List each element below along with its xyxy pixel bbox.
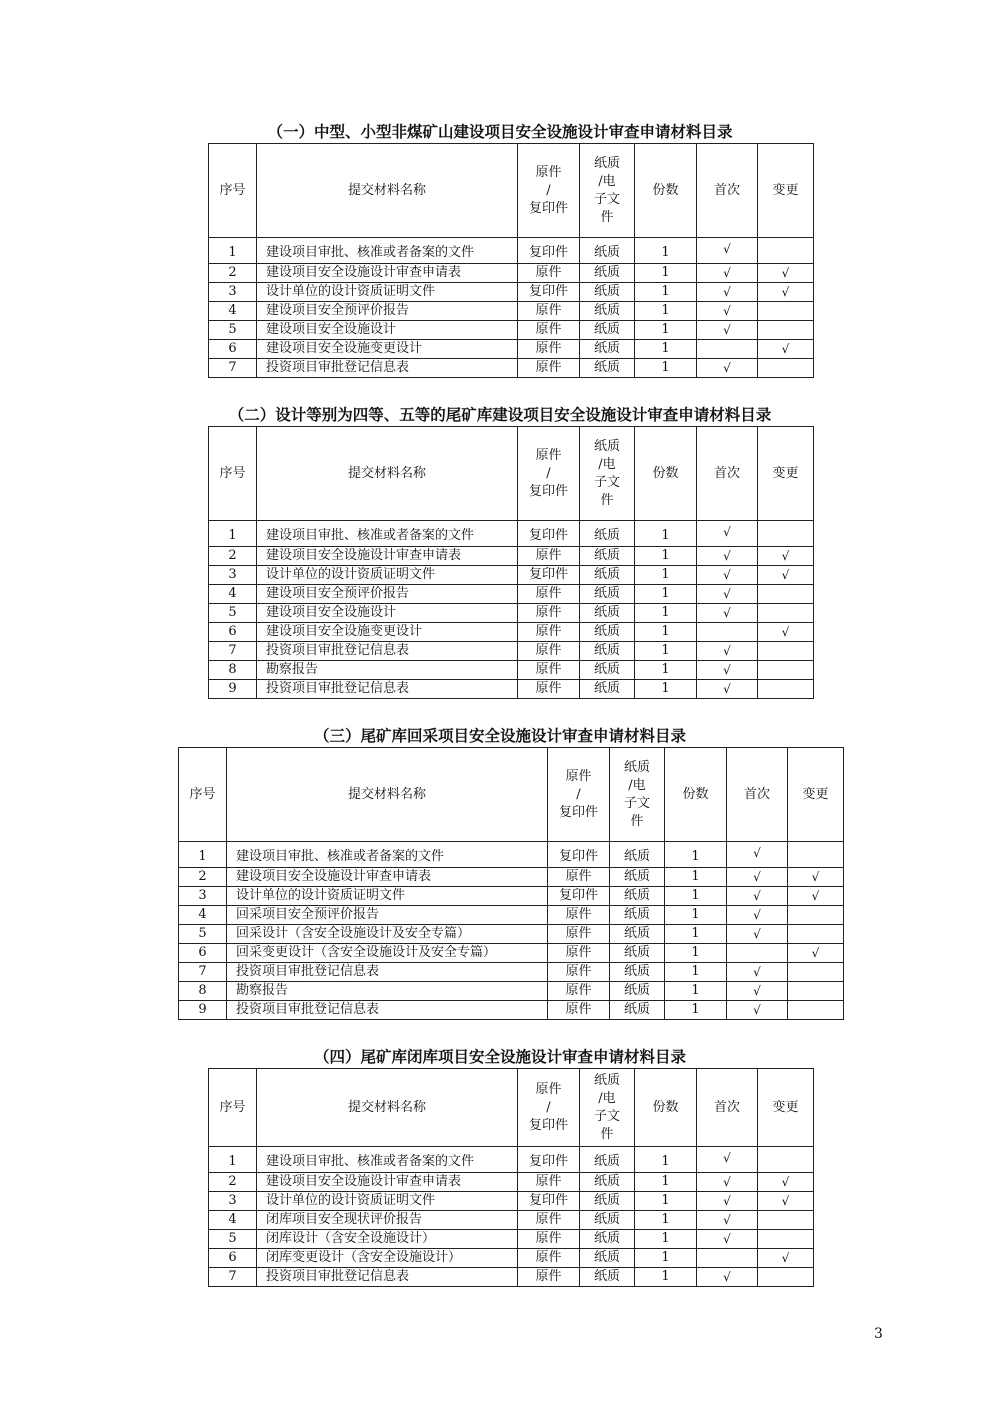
row-paper: 纸质	[580, 340, 635, 359]
row-copies: 1	[665, 1001, 727, 1020]
row-first-check: √	[727, 887, 788, 906]
row-paper: 纸质	[580, 1268, 635, 1287]
header-change: 变更	[758, 144, 814, 238]
row-change-check: √	[758, 1192, 814, 1211]
row-copies: 1	[635, 680, 697, 699]
row-change-check: √	[758, 340, 814, 359]
row-paper: 纸质	[610, 906, 665, 925]
row-no: 2	[209, 264, 257, 283]
page-number: 3	[874, 1326, 883, 1342]
row-first-check	[727, 944, 788, 963]
row-paper: 纸质	[580, 547, 635, 566]
header-paper-electronic: 纸质 /电 子文 件	[580, 1069, 635, 1147]
row-no: 7	[179, 963, 227, 982]
table-row	[179, 887, 844, 906]
row-paper: 纸质	[610, 1001, 665, 1020]
row-no: 3	[209, 283, 257, 302]
row-copies: 1	[665, 982, 727, 1001]
row-change-check	[758, 1211, 814, 1230]
row-original: 复印件	[518, 521, 580, 547]
row-change-check: √	[758, 1173, 814, 1192]
row-first-check: √	[697, 661, 758, 680]
row-first-check: √	[697, 1211, 758, 1230]
row-no: 6	[209, 340, 257, 359]
row-copies: 1	[635, 566, 697, 585]
row-first-check: √	[727, 963, 788, 982]
table-row	[209, 623, 814, 642]
table-row	[179, 842, 844, 868]
header-copies: 份数	[635, 144, 697, 238]
row-change-check	[758, 1230, 814, 1249]
row-no: 3	[209, 1192, 257, 1211]
row-copies: 1	[635, 623, 697, 642]
row-no: 8	[209, 661, 257, 680]
row-original: 复印件	[518, 1147, 580, 1173]
row-original: 复印件	[518, 238, 580, 264]
row-paper: 纸质	[580, 1211, 635, 1230]
row-copies: 1	[635, 1173, 697, 1192]
row-no: 5	[209, 321, 257, 340]
row-no: 9	[179, 1001, 227, 1020]
row-original: 原件	[548, 963, 610, 982]
table-row	[209, 283, 814, 302]
table-row	[179, 963, 844, 982]
row-original: 原件	[518, 1268, 580, 1287]
row-original: 原件	[518, 1230, 580, 1249]
row-paper: 纸质	[580, 642, 635, 661]
row-paper: 纸质	[610, 944, 665, 963]
table-row	[209, 359, 814, 378]
row-change-check	[788, 906, 844, 925]
table-row	[209, 1192, 814, 1211]
row-change-check: √	[758, 623, 814, 642]
row-first-check: √	[697, 1147, 758, 1173]
row-no: 3	[209, 566, 257, 585]
row-name: 设计单位的设计资质证明文件	[257, 566, 518, 585]
row-paper: 纸质	[580, 604, 635, 623]
table-row	[209, 585, 814, 604]
table-row	[209, 1230, 814, 1249]
table-header-row	[209, 144, 814, 238]
row-copies: 1	[665, 963, 727, 982]
table-row	[209, 1249, 814, 1268]
row-change-check: √	[758, 1249, 814, 1268]
row-original: 原件	[518, 264, 580, 283]
row-original: 原件	[548, 1001, 610, 1020]
row-original: 复印件	[548, 887, 610, 906]
row-name: 勘察报告	[257, 661, 518, 680]
row-change-check: √	[758, 566, 814, 585]
row-no: 1	[209, 521, 257, 547]
header-original-copy: 原件 / 复印件	[518, 1069, 580, 1147]
row-no: 2	[209, 1173, 257, 1192]
row-change-check: √	[788, 944, 844, 963]
row-first-check: √	[697, 321, 758, 340]
row-no: 2	[179, 868, 227, 887]
table-row	[209, 680, 814, 699]
row-name: 建设项目安全设施设计	[257, 321, 518, 340]
row-original: 原件	[548, 944, 610, 963]
header-first: 首次	[697, 1069, 758, 1147]
row-original: 复印件	[518, 1192, 580, 1211]
row-name: 建设项目安全设施设计审查申请表	[257, 547, 518, 566]
row-original: 原件	[548, 982, 610, 1001]
materials-table-3	[178, 747, 844, 1020]
row-no: 5	[179, 925, 227, 944]
row-change-check	[758, 604, 814, 623]
header-name: 提交材料名称	[257, 1069, 518, 1147]
table-row	[179, 868, 844, 887]
header-name: 提交材料名称	[227, 748, 548, 842]
row-first-check: √	[727, 982, 788, 1001]
row-no: 6	[179, 944, 227, 963]
row-change-check	[758, 642, 814, 661]
row-no: 4	[209, 1211, 257, 1230]
row-copies: 1	[635, 547, 697, 566]
row-paper: 纸质	[610, 887, 665, 906]
row-copies: 1	[635, 302, 697, 321]
row-first-check: √	[697, 1230, 758, 1249]
row-change-check: √	[758, 264, 814, 283]
row-name: 建设项目审批、核准或者备案的文件	[257, 1147, 518, 1173]
row-change-check	[788, 982, 844, 1001]
table-row	[179, 925, 844, 944]
row-no: 7	[209, 642, 257, 661]
header-seq: 序号	[209, 1069, 257, 1147]
row-first-check: √	[697, 585, 758, 604]
row-paper: 纸质	[580, 359, 635, 378]
table-row	[179, 1001, 844, 1020]
header-name: 提交材料名称	[257, 427, 518, 521]
row-paper: 纸质	[580, 1147, 635, 1173]
row-first-check: √	[697, 283, 758, 302]
row-no: 7	[209, 1268, 257, 1287]
row-name: 建设项目安全设施设计审查申请表	[227, 868, 548, 887]
row-paper: 纸质	[580, 566, 635, 585]
row-copies: 1	[635, 359, 697, 378]
row-copies: 1	[635, 642, 697, 661]
row-copies: 1	[635, 1249, 697, 1268]
row-no: 4	[209, 302, 257, 321]
row-change-check	[788, 842, 844, 868]
row-no: 5	[209, 604, 257, 623]
row-original: 原件	[518, 321, 580, 340]
header-original-copy: 原件 / 复印件	[518, 144, 580, 238]
row-name: 投资项目审批登记信息表	[257, 642, 518, 661]
row-original: 原件	[548, 906, 610, 925]
row-original: 原件	[548, 868, 610, 887]
header-seq: 序号	[179, 748, 227, 842]
row-change-check: √	[758, 283, 814, 302]
table-row	[209, 1268, 814, 1287]
row-original: 原件	[518, 1249, 580, 1268]
table-row	[209, 321, 814, 340]
row-original: 原件	[518, 680, 580, 699]
row-paper: 纸质	[610, 842, 665, 868]
row-copies: 1	[635, 283, 697, 302]
row-no: 4	[179, 906, 227, 925]
header-change: 变更	[788, 748, 844, 842]
row-name: 建设项目安全预评价报告	[257, 585, 518, 604]
row-first-check: √	[697, 359, 758, 378]
row-change-check	[758, 585, 814, 604]
row-copies: 1	[635, 604, 697, 623]
header-name: 提交材料名称	[257, 144, 518, 238]
header-paper-electronic: 纸质 /电 子文 件	[580, 144, 635, 238]
header-paper-electronic: 纸质 /电 子文 件	[580, 427, 635, 521]
table-row	[209, 302, 814, 321]
row-copies: 1	[665, 906, 727, 925]
row-name: 建设项目安全预评价报告	[257, 302, 518, 321]
row-copies: 1	[635, 321, 697, 340]
materials-table-1	[208, 143, 814, 378]
table-row	[209, 238, 814, 264]
row-no: 8	[179, 982, 227, 1001]
table-header-row	[209, 427, 814, 521]
row-first-check: √	[727, 868, 788, 887]
row-first-check: √	[697, 680, 758, 699]
header-first: 首次	[697, 144, 758, 238]
row-first-check: √	[697, 1192, 758, 1211]
row-name: 建设项目审批、核准或者备案的文件	[257, 521, 518, 547]
row-paper: 纸质	[580, 1249, 635, 1268]
row-copies: 1	[635, 264, 697, 283]
row-copies: 1	[635, 521, 697, 547]
row-name: 闭库设计（含安全设施设计）	[257, 1230, 518, 1249]
row-paper: 纸质	[580, 661, 635, 680]
materials-table-4	[208, 1068, 814, 1287]
row-original: 原件	[518, 1173, 580, 1192]
row-no: 4	[209, 585, 257, 604]
row-first-check: √	[697, 264, 758, 283]
row-name: 设计单位的设计资质证明文件	[227, 887, 548, 906]
row-original: 复印件	[518, 283, 580, 302]
row-name: 设计单位的设计资质证明文件	[257, 1192, 518, 1211]
row-no: 6	[209, 623, 257, 642]
row-no: 5	[209, 1230, 257, 1249]
row-copies: 1	[635, 340, 697, 359]
row-copies: 1	[665, 868, 727, 887]
row-copies: 1	[635, 1230, 697, 1249]
row-paper: 纸质	[610, 963, 665, 982]
row-original: 原件	[518, 340, 580, 359]
table-row	[209, 661, 814, 680]
row-copies: 1	[635, 1147, 697, 1173]
header-first: 首次	[727, 748, 788, 842]
row-paper: 纸质	[580, 283, 635, 302]
section-2-title: （二）设计等别为四等、五等的尾矿库建设项目安全设施设计审查申请材料目录	[228, 406, 772, 424]
row-first-check: √	[727, 1001, 788, 1020]
row-paper: 纸质	[580, 264, 635, 283]
header-seq: 序号	[209, 427, 257, 521]
row-change-check: √	[758, 547, 814, 566]
section-4-title: （四）尾矿库闭库项目安全设施设计审查申请材料目录	[313, 1048, 686, 1066]
row-original: 原件	[518, 585, 580, 604]
row-change-check	[758, 1147, 814, 1173]
row-no: 1	[209, 238, 257, 264]
table-row	[209, 1147, 814, 1173]
row-name: 建设项目安全设施设计审查申请表	[257, 1173, 518, 1192]
row-first-check: √	[727, 925, 788, 944]
table-row	[209, 340, 814, 359]
row-paper: 纸质	[610, 925, 665, 944]
row-paper: 纸质	[610, 868, 665, 887]
row-paper: 纸质	[580, 302, 635, 321]
table-row	[179, 906, 844, 925]
row-change-check: √	[788, 868, 844, 887]
row-change-check	[758, 680, 814, 699]
row-paper: 纸质	[580, 1230, 635, 1249]
row-original: 复印件	[548, 842, 610, 868]
row-original: 原件	[518, 359, 580, 378]
table-header-row	[209, 1069, 814, 1147]
row-paper: 纸质	[580, 321, 635, 340]
row-change-check	[758, 661, 814, 680]
row-first-check: √	[697, 642, 758, 661]
row-paper: 纸质	[580, 1173, 635, 1192]
header-original-copy: 原件 / 复印件	[518, 427, 580, 521]
table-header-row	[179, 748, 844, 842]
row-original: 原件	[518, 661, 580, 680]
row-paper: 纸质	[580, 1192, 635, 1211]
row-name: 投资项目审批登记信息表	[227, 1001, 548, 1020]
row-copies: 1	[635, 1211, 697, 1230]
row-name: 投资项目审批登记信息表	[257, 1268, 518, 1287]
row-no: 7	[209, 359, 257, 378]
header-first: 首次	[697, 427, 758, 521]
table-row	[209, 521, 814, 547]
row-change-check	[758, 321, 814, 340]
row-name: 投资项目审批登记信息表	[227, 963, 548, 982]
row-no: 1	[209, 1147, 257, 1173]
materials-table-2	[208, 426, 814, 699]
row-name: 闭库项目安全现状评价报告	[257, 1211, 518, 1230]
row-paper: 纸质	[580, 680, 635, 699]
row-paper: 纸质	[580, 521, 635, 547]
row-name: 建设项目审批、核准或者备案的文件	[257, 238, 518, 264]
row-original: 原件	[518, 642, 580, 661]
row-paper: 纸质	[580, 238, 635, 264]
row-no: 9	[209, 680, 257, 699]
row-copies: 1	[665, 925, 727, 944]
row-change-check	[788, 925, 844, 944]
row-no: 2	[209, 547, 257, 566]
row-change-check	[758, 1268, 814, 1287]
row-name: 闭库变更设计（含安全设施设计）	[257, 1249, 518, 1268]
header-paper-electronic: 纸质 /电 子文 件	[610, 748, 665, 842]
table-row	[179, 944, 844, 963]
header-original-copy: 原件 / 复印件	[548, 748, 610, 842]
row-name: 投资项目审批登记信息表	[257, 680, 518, 699]
section-3-title: （三）尾矿库回采项目安全设施设计审查申请材料目录	[313, 727, 686, 745]
row-original: 原件	[518, 604, 580, 623]
row-original: 原件	[548, 925, 610, 944]
row-copies: 1	[635, 585, 697, 604]
row-original: 原件	[518, 1211, 580, 1230]
row-paper: 纸质	[580, 585, 635, 604]
row-copies: 1	[635, 1268, 697, 1287]
row-original: 原件	[518, 302, 580, 321]
row-first-check: √	[697, 302, 758, 321]
row-first-check: √	[697, 1173, 758, 1192]
row-first-check: √	[727, 906, 788, 925]
table-row	[209, 642, 814, 661]
row-copies: 1	[635, 1192, 697, 1211]
table-row	[209, 547, 814, 566]
header-copies: 份数	[635, 427, 697, 521]
row-original: 原件	[518, 623, 580, 642]
row-change-check	[758, 359, 814, 378]
row-change-check	[788, 1001, 844, 1020]
table-row	[209, 604, 814, 623]
row-no: 6	[209, 1249, 257, 1268]
row-first-check	[697, 1249, 758, 1268]
row-change-check: √	[788, 887, 844, 906]
row-first-check: √	[727, 842, 788, 868]
row-change-check	[788, 963, 844, 982]
row-name: 回采项目安全预评价报告	[227, 906, 548, 925]
row-copies: 1	[635, 661, 697, 680]
header-change: 变更	[758, 427, 814, 521]
row-original: 原件	[518, 547, 580, 566]
header-change: 变更	[758, 1069, 814, 1147]
row-name: 建设项目安全设施变更设计	[257, 340, 518, 359]
row-first-check: √	[697, 1268, 758, 1287]
row-name: 建设项目安全设施设计	[257, 604, 518, 623]
section-1-title: （一）中型、小型非煤矿山建设项目安全设施设计审查申请材料目录	[267, 123, 733, 141]
row-first-check: √	[697, 604, 758, 623]
row-first-check: √	[697, 547, 758, 566]
row-first-check: √	[697, 238, 758, 264]
row-first-check: √	[697, 521, 758, 547]
table-row	[209, 1211, 814, 1230]
row-name: 勘察报告	[227, 982, 548, 1001]
header-seq: 序号	[209, 144, 257, 238]
row-first-check	[697, 623, 758, 642]
row-no: 3	[179, 887, 227, 906]
row-change-check	[758, 521, 814, 547]
row-no: 1	[179, 842, 227, 868]
table-row	[209, 264, 814, 283]
row-name: 建设项目安全设施变更设计	[257, 623, 518, 642]
header-copies: 份数	[635, 1069, 697, 1147]
row-first-check	[697, 340, 758, 359]
row-change-check	[758, 302, 814, 321]
row-copies: 1	[665, 842, 727, 868]
table-row	[179, 982, 844, 1001]
header-copies: 份数	[665, 748, 727, 842]
row-paper: 纸质	[580, 623, 635, 642]
row-name: 回采变更设计（含安全设施设计及安全专篇）	[227, 944, 548, 963]
row-name: 设计单位的设计资质证明文件	[257, 283, 518, 302]
row-name: 投资项目审批登记信息表	[257, 359, 518, 378]
row-first-check: √	[697, 566, 758, 585]
row-change-check	[758, 238, 814, 264]
row-name: 回采设计（含安全设施设计及安全专篇）	[227, 925, 548, 944]
row-original: 复印件	[518, 566, 580, 585]
table-row	[209, 566, 814, 585]
row-name: 建设项目审批、核准或者备案的文件	[227, 842, 548, 868]
table-row	[209, 1173, 814, 1192]
row-paper: 纸质	[610, 982, 665, 1001]
row-copies: 1	[665, 887, 727, 906]
row-name: 建设项目安全设施设计审查申请表	[257, 264, 518, 283]
row-copies: 1	[665, 944, 727, 963]
row-copies: 1	[635, 238, 697, 264]
